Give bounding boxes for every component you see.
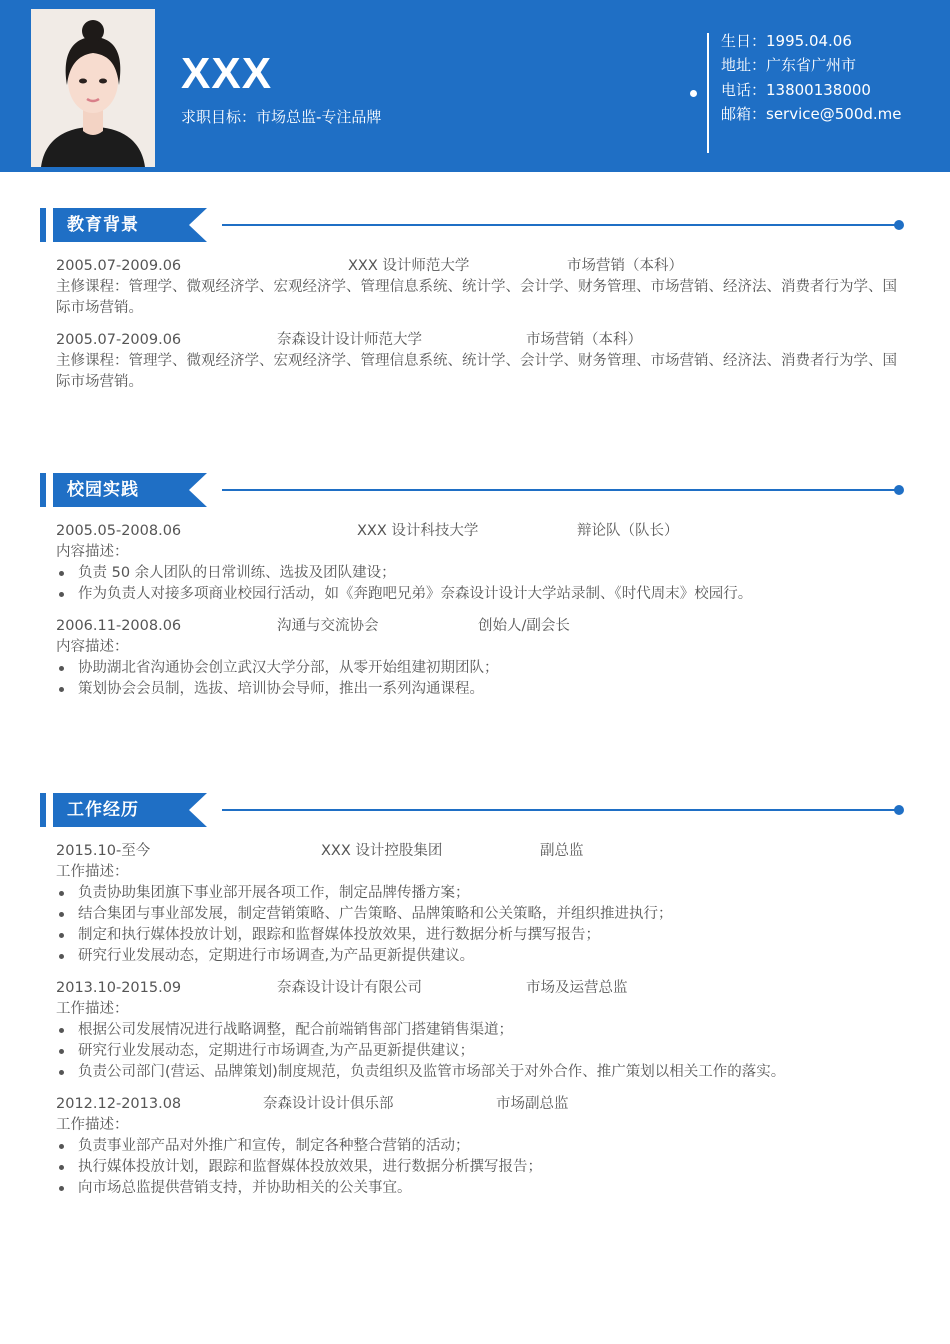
entry-date: 2013.10-2015.09 xyxy=(56,980,182,996)
list-item: 负责 50 余人团队的日常训练、选拔及团队建设； xyxy=(56,563,906,584)
list-item: 向市场总监提供营销支持，并协助相关的公关事宜。 xyxy=(56,1178,906,1199)
section-header-work xyxy=(40,793,905,827)
section-title: 教育背景 xyxy=(67,215,139,235)
list-item: 根据公司发展情况进行战略调整，配合前端销售部门搭建销售渠道； xyxy=(56,1020,906,1041)
entry-org: 沟通与交流协会 xyxy=(277,618,379,634)
entry-date: 2012.12-2013.08 xyxy=(56,1096,182,1112)
entry-role: 辩论队（队长） xyxy=(577,523,679,539)
entry-org: XXX 设计控股集团 xyxy=(321,843,443,859)
work-entry xyxy=(56,978,906,1083)
list-item: 结合集团与事业部发展，制定营销策略、广告策略、品牌策略和公关策略，并组织推进执行； xyxy=(56,904,906,925)
list-item: 制定和执行媒体投放计划，跟踪和监督媒体投放效果，进行数据分析与撰写报告； xyxy=(56,925,906,946)
list-item: 作为负责人对接多项商业校园行活动，如《奔跑吧兄弟》奈森设计设计大学站录制、《时代周末》校园行。 xyxy=(56,584,906,605)
section-marker xyxy=(40,793,46,827)
campus-entry xyxy=(56,521,906,605)
list-item: 协助湖北省沟通协会创立武汉大学分部，从零开始组建初期团队； xyxy=(56,658,906,679)
section-tab xyxy=(53,793,207,827)
section-rule-dot xyxy=(894,805,904,815)
section-title: 工作经历 xyxy=(67,800,139,820)
section-rule-dot xyxy=(894,220,904,230)
entry-label: 工作描述： xyxy=(56,1117,129,1133)
section-rule-dot xyxy=(894,485,904,495)
list-item: 策划协会会员制，选拔、培训协会导师，推出一系列沟通课程。 xyxy=(56,679,906,700)
address: 地址：广东省广州市 xyxy=(721,56,857,75)
entry-date: 2005.07-2009.06 xyxy=(56,332,182,348)
entry-role: 副总监 xyxy=(540,843,584,859)
divider-dot xyxy=(690,90,697,97)
header-divider xyxy=(707,33,709,153)
entry-courses: 主修课程：管理学、微观经济学、宏观经济学、管理信息系统、统计学、会计学、财务管理、市场营销、经济法、消费者行为学、国际市场营销。 xyxy=(56,279,897,316)
list-item: 负责协助集团旗下事业部开展各项工作，制定品牌传播方案； xyxy=(56,883,906,904)
entry-date: 2006.11-2008.06 xyxy=(56,618,182,634)
section-marker xyxy=(40,473,46,507)
entry-major: 市场营销（本科） xyxy=(567,258,683,274)
list-item: 执行媒体投放计划，跟踪和监督媒体投放效果，进行数据分析撰写报告； xyxy=(56,1157,906,1178)
entry-org: 奈森设计设计俱乐部 xyxy=(263,1096,394,1112)
list-item: 负责事业部产品对外推广和宣传，制定各种整合营销的活动； xyxy=(56,1136,906,1157)
entry-date: 2005.07-2009.06 xyxy=(56,258,182,274)
entry-school: XXX 设计师范大学 xyxy=(348,258,470,274)
entry-date: 2005.05-2008.06 xyxy=(56,523,182,539)
section-tab xyxy=(53,473,207,507)
email: 邮箱：service@500d.me xyxy=(721,104,902,123)
job-target: 求职目标：市场总监-专注品牌 xyxy=(181,108,382,126)
entry-role: 市场副总监 xyxy=(496,1096,569,1112)
phone: 电话：13800138000 xyxy=(721,80,871,99)
work-entry xyxy=(56,1094,906,1199)
entry-date: 2015.10-至今 xyxy=(56,843,151,859)
entry-role: 创始人/副会长 xyxy=(478,618,570,634)
entry-org: XXX 设计科技大学 xyxy=(357,523,479,539)
entry-courses: 主修课程：管理学、微观经济学、宏观经济学、管理信息系统、统计学、会计学、财务管理、市场营销、经济法、消费者行为学、国际市场营销。 xyxy=(56,353,897,390)
section-tab xyxy=(53,208,207,242)
entry-label: 内容描述： xyxy=(56,544,129,560)
entry-school: 奈森设计设计师范大学 xyxy=(277,332,422,348)
section-title: 校园实践 xyxy=(67,480,139,500)
education-entry xyxy=(56,330,906,393)
entry-label: 工作描述： xyxy=(56,864,129,880)
entry-label: 内容描述： xyxy=(56,639,129,655)
list-item: 研究行业发展动态，定期进行市场调查,为产品更新提供建议； xyxy=(56,1041,906,1062)
entry-label: 工作描述： xyxy=(56,1001,129,1017)
work-entry xyxy=(56,841,906,967)
section-rule xyxy=(222,224,898,226)
entry-role: 市场及运营总监 xyxy=(526,980,628,996)
section-rule xyxy=(222,809,898,811)
section-marker xyxy=(40,208,46,242)
contact-info xyxy=(721,30,902,127)
birth-date: 生日：1995.04.06 xyxy=(721,32,852,50)
entry-org: 奈森设计设计有限公司 xyxy=(277,980,422,996)
candidate-name: XXX xyxy=(181,49,273,98)
list-item: 负责公司部门(营运、品牌策划)制度规范，负责组织及监管市场部关于对外合作、推广策划以相关工作的落实。 xyxy=(56,1062,906,1083)
header-banner xyxy=(0,0,950,172)
education-entry xyxy=(56,256,906,319)
section-header-education xyxy=(40,208,905,242)
entry-major: 市场营销（本科） xyxy=(526,332,642,348)
list-item: 研究行业发展动态，定期进行市场调查,为产品更新提供建议。 xyxy=(56,946,906,967)
section-rule xyxy=(222,489,898,491)
campus-entry xyxy=(56,616,906,700)
profile-photo xyxy=(31,9,155,167)
section-header-campus xyxy=(40,473,905,507)
